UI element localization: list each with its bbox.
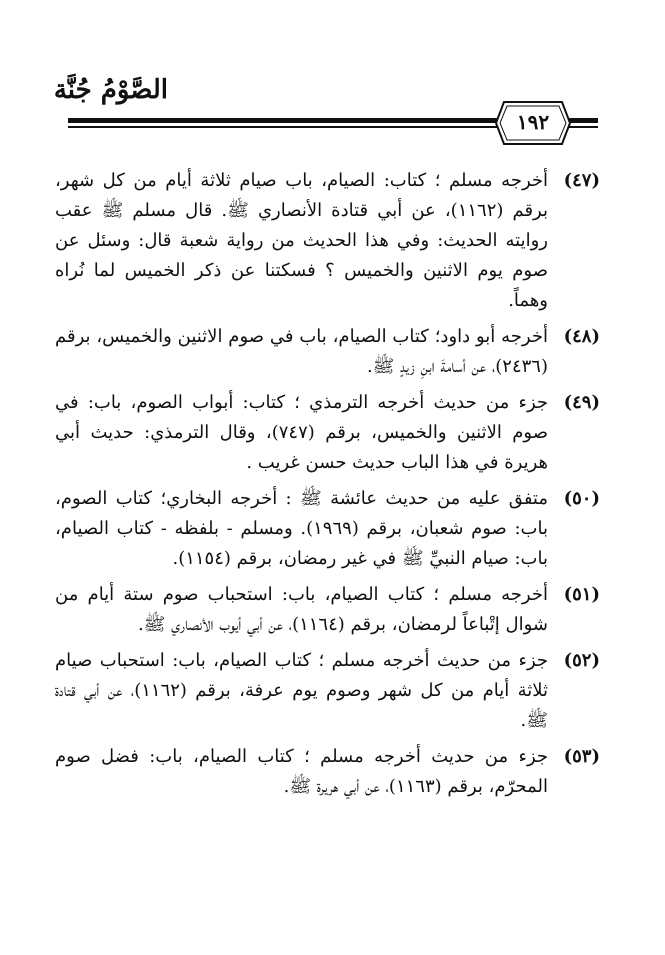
footnote-number: (٥٠)	[563, 488, 600, 509]
footnote-53	[55, 742, 600, 802]
header-rule-right-thin	[568, 126, 598, 128]
footnote-text: جزء من حديث أخرجه الترمذي ؛ كتاب: أبواب الصوم، باب: في صوم الاثنين والخميس، برقم (٧٤٧)، وقال الترمذي: حديث أبي هريرة في هذا الباب حديث حسن غريب .	[55, 392, 548, 473]
header-rule-thick	[68, 118, 498, 123]
footnote-number: (٥٣)	[563, 746, 600, 767]
footnote-text: أخرجه مسلم ؛ كتاب الصيام، باب: استحباب صوم ستة أيام من شوال إتْباعاً لرمضان، برقم (١١٦٤)، عن أبي أيوب الأنصاري ﷺ.	[55, 584, 548, 635]
footnote-text: أخرجه مسلم ؛ كتاب: الصيام، باب صيام ثلاثة أيام من كل شهر، برقم (١١٦٢)، عن أبي قتادة الأنصاري ﷺ. قال مسلم ﷺ عقب روايته الحديث: وفي هذا الحديث من رواية شعبة قال: وسئل عن صوم يوم الاثنين والخميس ؟ فسكتنا عن ذكر الخميس لما نُراه وهماً.	[55, 170, 548, 311]
footnote-number: (٥١)	[563, 584, 600, 605]
footnote-47	[55, 166, 600, 316]
book-title: الصَّوْمُ جُنَّة	[53, 75, 168, 105]
page-header	[0, 0, 665, 140]
footnote-number: (٤٩)	[563, 392, 600, 413]
footnote-text: أخرجه أبو داود؛ كتاب الصيام، باب في صوم الاثنين والخميس، برقم (٢٤٣٦)، عن أسامةَ ابنِ زيدٍ ﷺ.	[55, 326, 548, 377]
header-rule-right-thick	[568, 118, 598, 123]
footnote-52	[55, 646, 600, 736]
footnote-51	[55, 580, 600, 640]
footnote-50	[55, 484, 600, 574]
footnote-number: (٤٨)	[563, 326, 600, 347]
footnote-number: (٤٧)	[563, 170, 600, 191]
page-number: ١٩٢	[516, 110, 550, 134]
header-rule-thin	[68, 126, 498, 128]
footnotes-list	[55, 166, 600, 808]
footnote-48	[55, 322, 600, 382]
footnote-49	[55, 388, 600, 478]
footnote-number: (٥٢)	[563, 650, 600, 671]
footnote-text: جزء من حديث أخرجه مسلم ؛ كتاب الصيام، باب: فضل صوم المحرّم، برقم (١١٦٣)، عن أبي هريرة ﷺ.	[55, 746, 548, 797]
footnote-text: جزء من حديث أخرجه مسلم ؛ كتاب الصيام، باب: استحباب صيام ثلاثة أيام من كل شهر وصوم يوم عرفة، برقم (١١٦٢)، عن أبي قتادة ﷺ.	[55, 650, 549, 731]
footnote-text: متفق عليه من حديث عائشة ﷺ : أخرجه البخاري؛ كتاب الصوم، باب: صوم شعبان، برقم (١٩٦٩). ومسلم - بلفظه - كتاب الصيام، باب: صيام النبيِّ ﷺ في غير رمضان، برقم (١١٥٤).	[55, 488, 548, 569]
